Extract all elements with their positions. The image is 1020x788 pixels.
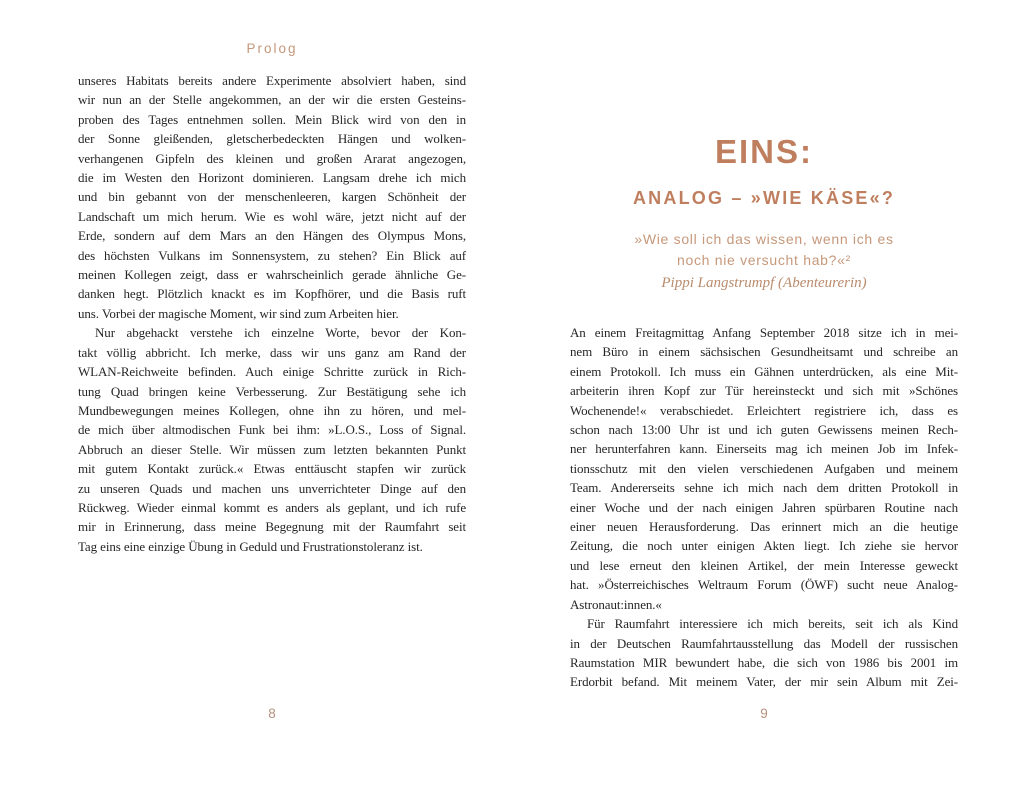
chapter-epigraph [570, 229, 958, 271]
text-line: wir nun an der Stelle angekommen, an der wir die ersten Gesteins- [78, 92, 466, 108]
text-line: und bin gebannt von der menschenleeren, kargen Schönheit der [78, 189, 466, 205]
text-line: arbeiterin ihren Kopf zur Tür hereinsteckt und sich mit »Schönes [570, 383, 958, 399]
text-line: Erde, sondern auf dem Mars an den Hängen des Olympus Mons, [78, 228, 466, 244]
text-line: de mich über altmodischen Funk bei ihm: »L.O.S., Loss of Signal. [78, 422, 466, 438]
text-line: Für Raumfahrt interessiere ich mich bereits, seit ich als Kind [587, 616, 958, 632]
running-head-prolog: Prolog [246, 41, 298, 56]
right-page-body-text [570, 323, 958, 692]
text-line: mir in Erinnerung, dass meine Begegnung mit der Raumfahrt seit [78, 519, 466, 535]
epigraph-line-2: noch nie versucht hab?«² [676, 252, 851, 268]
epigraph-attribution: Pippi Langstrumpf (Abenteurerin) [661, 275, 867, 291]
text-line: verhangenen Gipfeln des kleinen und großen Ararat angezogen, [78, 150, 466, 166]
text-line: tung Quad bringen keine Verbesserung. Zur Bestätigung sehe ich [78, 383, 466, 399]
text-line: schon nach 13:00 Uhr ist und ich guten Gewissens meinen Rech- [570, 422, 958, 438]
text-line: Nur abgehackt verstehe ich einzelne Worte, bevor der Kon- [95, 325, 466, 341]
text-line: Mundbewegungen meines Kollegen, ohne ihn zu hören, und mel- [78, 402, 466, 418]
left-page-body-text [78, 71, 466, 556]
text-line: einer neuen Herausforderung. Das erinnert mich an die heutige [570, 519, 958, 535]
text-line: Raumstation MIR bewundert habe, die sich von 1986 bis 2001 im [570, 654, 958, 670]
text-line: danken hegt. Plötzlich knackt es im Kopfhörer, und die Basis ruft [78, 286, 466, 302]
text-line: An einem Freitagmittag Anfang September 2018 sitze ich in mei- [570, 325, 958, 340]
text-line: Abbruch an dieser Stelle. Wir müssen zum letzten bekannten Punkt [78, 441, 466, 457]
text-line: uns. Vorbei der magische Moment, wir sind zum Arbeiten hier. [78, 305, 399, 321]
text-line: ner herunterfahren kann. Einerseits mag ich meinen Job im Infek- [570, 441, 958, 457]
text-line: Tag eins eine einzige Übung in Geduld und Frustrationstoleranz ist. [78, 538, 423, 554]
text-line: Landschaft um mich herum. Wie es wohl wäre, jetzt nicht auf der [78, 208, 466, 224]
chapter-number-heading: EINS: [714, 133, 813, 170]
text-line: proben des Tages entnehmen sollen. Mein Blick wird von den in [78, 111, 466, 127]
page-number-right: 9 [760, 706, 768, 721]
text-line: und lese erneut den kleinen Artikel, der mein Interesse geweckt [570, 557, 958, 573]
text-line: hat. »Österreichisches Weltraum Forum (ÖWF) sucht neue Analog- [570, 577, 958, 593]
text-line: zu unseren Quads und machen uns unverrichteter Dinge auf den [78, 480, 466, 496]
text-line: der Sonne gleißenden, gletscherbedeckten Hängen und wolken- [78, 131, 466, 147]
text-line: mit gutem Kontakt zurück.« Etwas enttäuscht stapfen wir zurück [78, 461, 466, 477]
text-line: tionsschutz mit den vielen verschiedenen Aufgaben und meinem [570, 460, 958, 476]
text-line: Wochenende!« verabschiedet. Erleichtert registriere ich, dass es [570, 402, 958, 418]
text-line: Zeitung, die noch unter einigen Akten liegt. Ich ziehe sie hervor [570, 538, 958, 554]
text-line: in der Deutschen Raumfahrtausstellung das Modell der russischen [570, 635, 958, 651]
text-line: die im Westen den Horizont dominieren. Langsam drehe ich mich [78, 170, 466, 186]
text-line: Rückweg. Wieder einmal kommt es anders als geplant, und ich rufe [78, 499, 466, 515]
text-line: WLAN-Reichweite befinden. Auch einige Schritte zurück in Rich- [78, 364, 466, 380]
text-line: einer Woche und der nach einigen Jahren spürbaren Routine nach [570, 499, 958, 515]
epigraph-line-1: »Wie soll ich das wissen, wenn ich es [634, 231, 894, 247]
text-line: einem Protokoll. Ich muss ein Gähnen unterdrücken, als eine Mit- [570, 363, 958, 379]
text-line: takt völlig abbricht. Ich merke, dass wir uns ganz am Rand der [78, 344, 466, 360]
page-number-left: 8 [268, 706, 276, 721]
text-line: nem Büro in einem sächsischen Gesundheitsamt und schreibe an [570, 344, 958, 360]
text-line: des höchsten Vulkans im Sonnensystem, zu stehen? Ein Blick auf [78, 247, 466, 263]
text-line: Erdorbit befand. Mit meinem Vater, der mir sein Album mit Zei- [570, 674, 958, 690]
text-line: meinen Kollegen zeigt, dass er wahrscheinlich gerade ähnliche Ge- [78, 267, 466, 283]
chapter-title-heading: ANALOG – »WIE KÄSE«? [632, 188, 896, 208]
text-line: Astronaut:innen.« [570, 596, 662, 612]
text-line: unseres Habitats bereits andere Experimente absolviert haben, sind [78, 73, 466, 88]
text-line: Team. Andererseits sehne ich mich nach dem dritten Protokoll in [570, 480, 958, 496]
